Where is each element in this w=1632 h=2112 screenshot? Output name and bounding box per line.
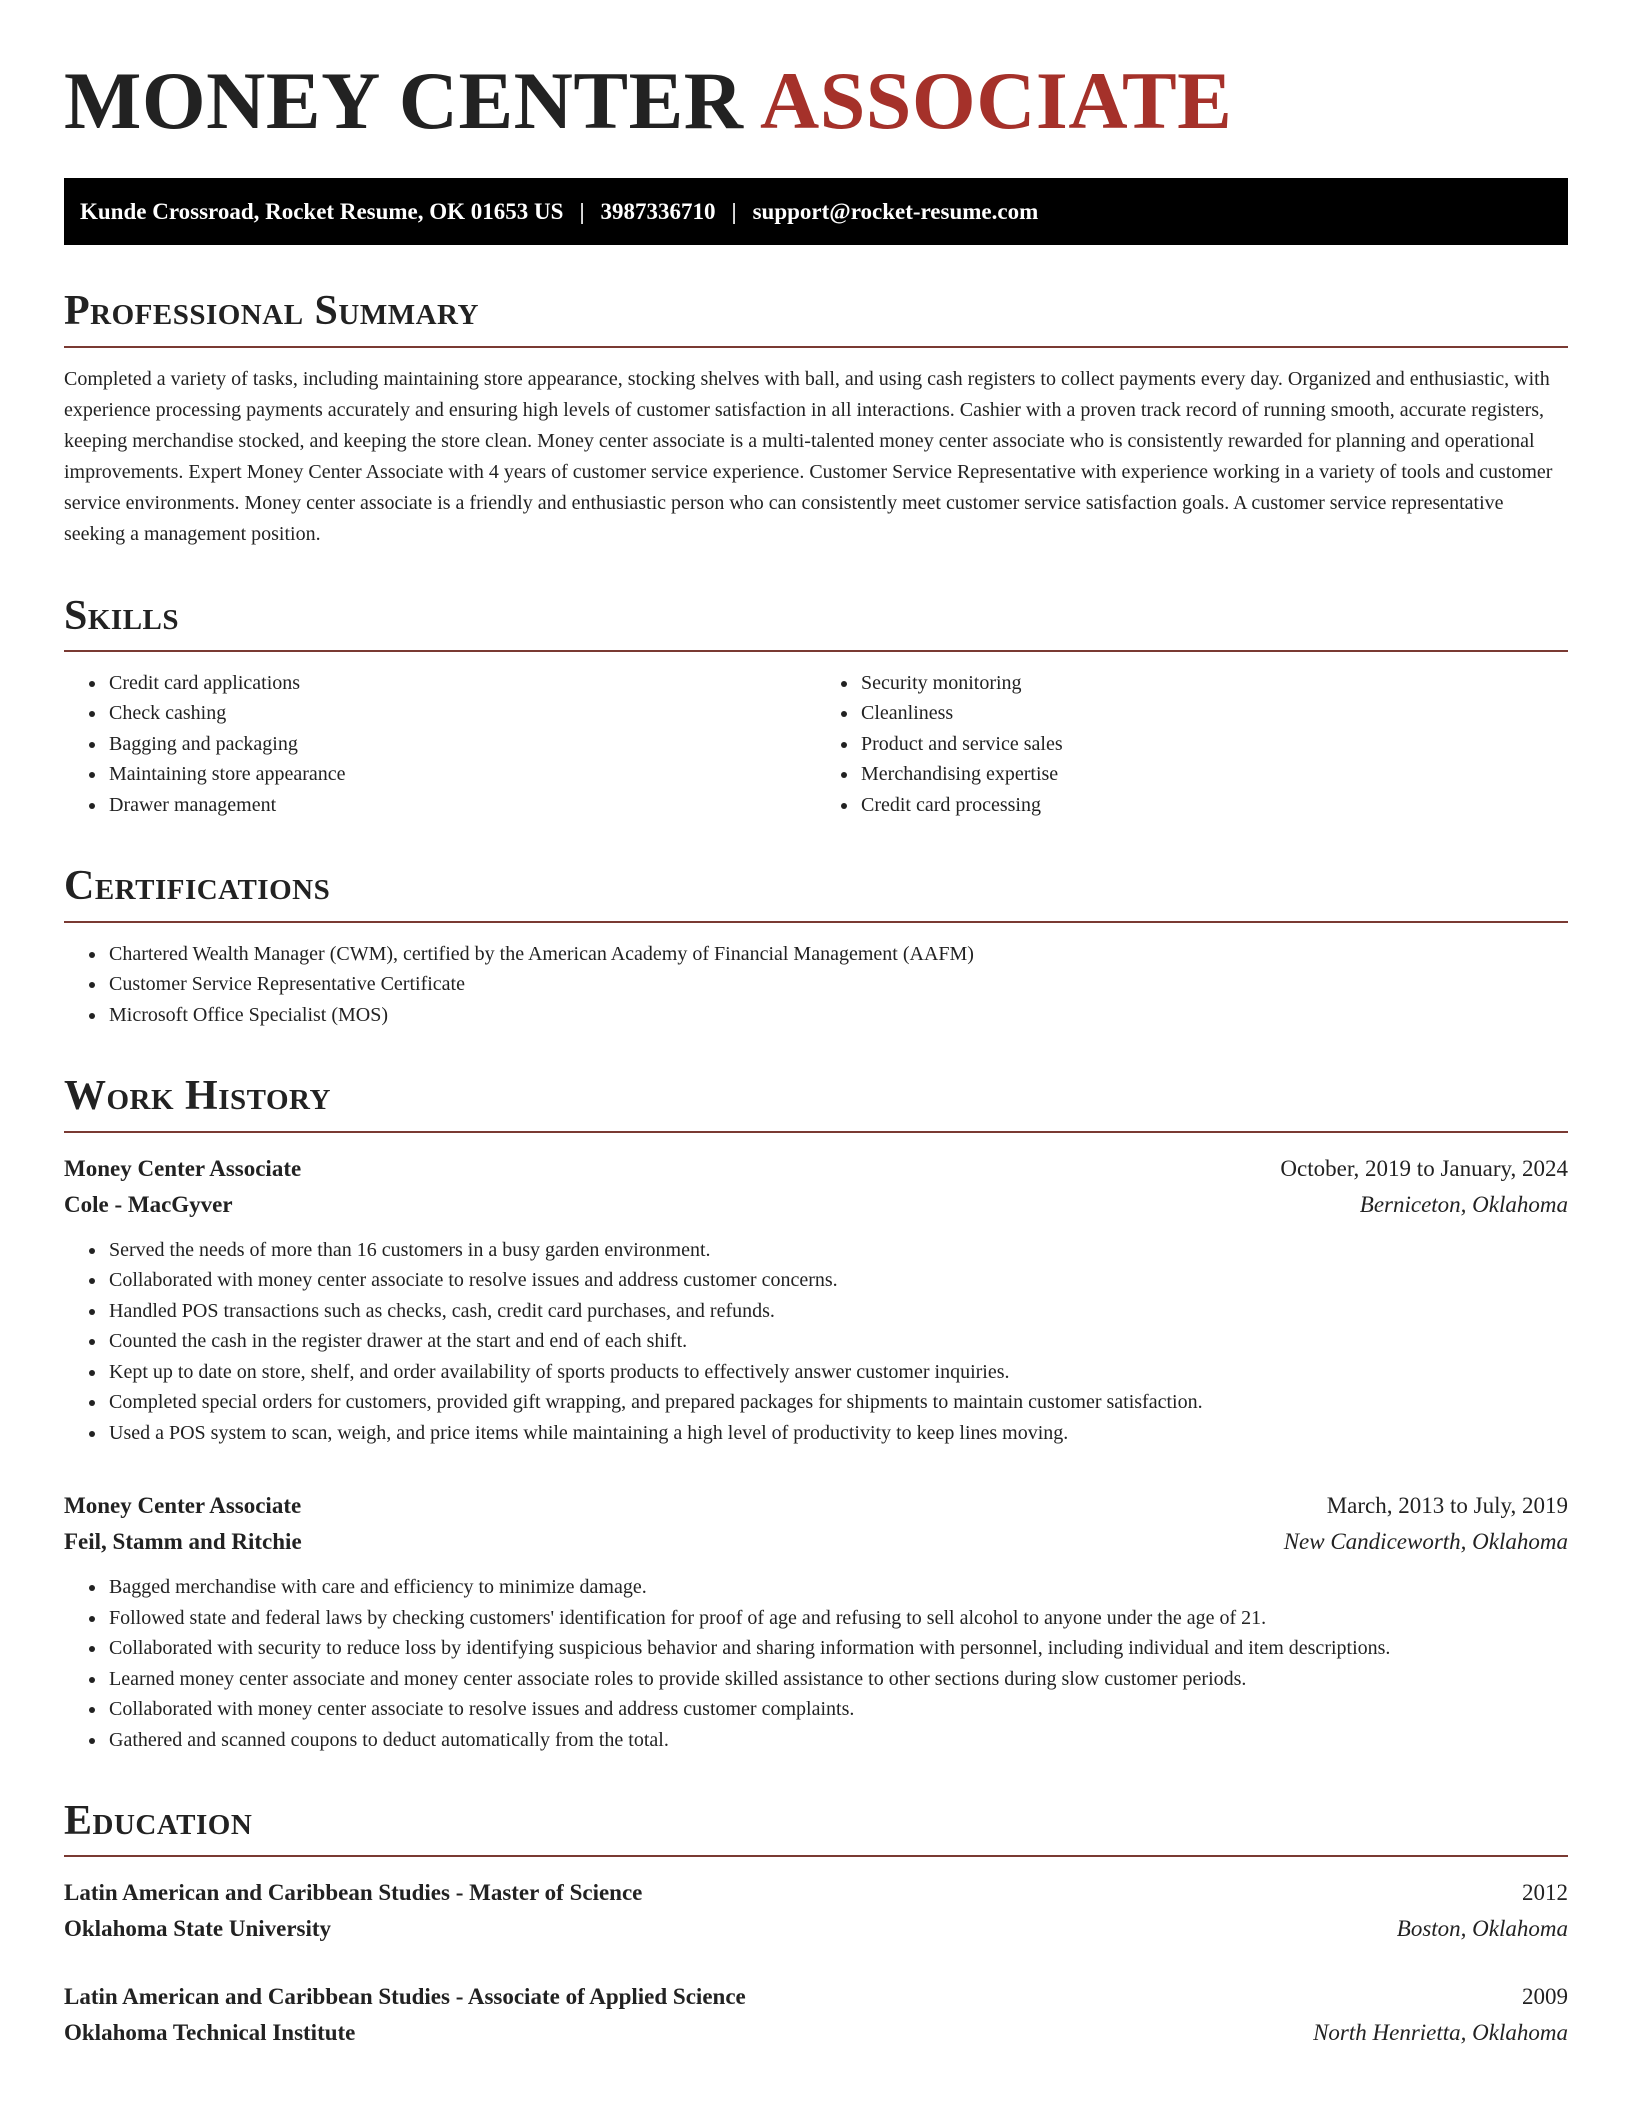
summary-section	[64, 287, 1568, 549]
duty-item: • Used a POS system to scan, weigh, and price items while maintaining a high level of productivity to keep lines moving.	[107, 1418, 1568, 1449]
education-entry	[64, 1875, 1568, 1947]
education-school: Oklahoma Technical Institute	[64, 2020, 356, 2046]
duty-item: • Collaborated with money center associate to resolve issues and address customer concerns.	[107, 1265, 1568, 1296]
education-school: Oklahoma State University	[64, 1916, 332, 1942]
skill-item: • Maintaining store appearance	[107, 759, 816, 790]
job-entry	[64, 1151, 1568, 1449]
skills-grid	[64, 652, 1568, 821]
certifications-section	[64, 862, 1568, 1030]
job-dates: October, 2019 to January, 2024	[1280, 1155, 1568, 1181]
skills-section	[64, 592, 1568, 821]
job-role: Money Center Associate	[64, 1493, 302, 1519]
section-heading: Professional Summary	[64, 287, 1568, 347]
skill-item: • Drawer management	[107, 790, 816, 821]
duty-item: • Bagged merchandise with care and efficiency to minimize damage.	[107, 1572, 1568, 1603]
resume-title	[64, 52, 1568, 150]
certification-item: • Customer Service Representative Certificate	[107, 969, 1568, 1000]
education-entry	[64, 1979, 1568, 2051]
skill-item: • Cleanliness	[859, 698, 1568, 729]
skills-list-right	[816, 668, 1568, 821]
job-dates: March, 2013 to July, 2019	[1326, 1493, 1568, 1519]
duty-item: • Served the needs of more than 16 customers in a busy garden environment.	[107, 1235, 1568, 1266]
certification-item: • Chartered Wealth Manager (CWM), certified by the American Academy of Financial Management (AAFM)	[107, 939, 1568, 970]
duty-item: • Followed state and federal laws by checking customers' identification for proof of age and refusing to sell alcohol to anyone under the age of 21.	[107, 1603, 1568, 1634]
duty-item: • Counted the cash in the register drawer at the start and end of each shift.	[107, 1326, 1568, 1357]
job-location: Berniceton, Oklahoma	[1359, 1191, 1568, 1217]
duty-item: • Collaborated with security to reduce loss by identifying suspicious behavior and sharing information with personnel, including individual and item descriptions.	[107, 1633, 1568, 1664]
certification-item: • Microsoft Office Specialist (MOS)	[107, 1000, 1568, 1031]
section-heading: Skills	[64, 592, 1568, 652]
skill-item: • Merchandising expertise	[859, 759, 1568, 790]
skill-item: • Credit card processing	[859, 790, 1568, 821]
duty-item: • Gathered and scanned coupons to deduct automatically from the total.	[107, 1725, 1568, 1756]
skill-item: • Security monitoring	[859, 668, 1568, 699]
section-heading: Work History	[64, 1072, 1568, 1132]
education-section	[64, 1797, 1568, 2051]
certifications-list	[64, 939, 1568, 1031]
title-accent-part: ASSOCIATE	[759, 55, 1233, 146]
job-company: Feil, Stamm and Ritchie	[64, 1529, 302, 1555]
section-heading: Certifications	[64, 862, 1568, 922]
duty-item: • Kept up to date on store, shelf, and order availability of sports products to effectively answer customer inquiries.	[107, 1357, 1568, 1388]
education-degree: Latin American and Caribbean Studies - Master of Science	[64, 1880, 643, 1906]
work-history-section	[64, 1072, 1568, 1755]
education-degree: Latin American and Caribbean Studies - Associate of Applied Science	[64, 1984, 746, 2010]
section-heading: Education	[64, 1797, 1568, 1857]
skill-item: • Check cashing	[107, 698, 816, 729]
duty-item: • Completed special orders for customers, provided gift wrapping, and prepared packages for shipments to maintain customer satisfaction.	[107, 1387, 1568, 1418]
contact-separator: |	[731, 198, 737, 224]
education-year: 2012	[1522, 1880, 1568, 1906]
duty-item: • Handled POS transactions such as checks, cash, credit card purchases, and refunds.	[107, 1296, 1568, 1327]
contact-bar	[64, 178, 1568, 245]
contact-phone: 3987336710	[600, 198, 716, 224]
contact-separator: |	[579, 198, 585, 224]
skill-item: • Product and service sales	[859, 729, 1568, 760]
education-location: Boston, Oklahoma	[1396, 1916, 1568, 1942]
skill-item: • Bagging and packaging	[107, 729, 816, 760]
skills-list-left	[64, 668, 816, 821]
duty-item: • Learned money center associate and money center associate roles to provide skilled assistance to other sections during slow customer periods.	[107, 1664, 1568, 1695]
job-company: Cole - MacGyver	[64, 1191, 233, 1217]
education-location: North Henrietta, Oklahoma	[1313, 2020, 1568, 2046]
education-year: 2009	[1522, 1984, 1568, 2010]
duty-item: • Collaborated with money center associate to resolve issues and address customer complaints.	[107, 1694, 1568, 1725]
contact-email: support@rocket-resume.com	[752, 198, 1039, 224]
job-location: New Candiceworth, Oklahoma	[1283, 1529, 1568, 1555]
job-duties	[64, 1235, 1568, 1449]
title-name-part: MONEY CENTER	[64, 55, 744, 146]
job-role: Money Center Associate	[64, 1155, 302, 1181]
job-duties	[64, 1572, 1568, 1755]
contact-address: Kunde Crossroad, Rocket Resume, OK 01653 US	[80, 198, 564, 224]
job-entry	[64, 1488, 1568, 1755]
summary-text: Completed a variety of tasks, including maintaining store appearance, stocking shelves with ball, and using cash registers to collect payments every day. Organized and enthusiastic, with experience processing payments accurately and ensuring high levels of customer satisfaction in all interactions. Cashier with a proven track record of running smooth, accurate registers, keeping merchandise stocked, and keeping the store clean. Money center associate is a multi-talented money center associate who is consistently rewarded for planning and operational improvements. Expert Money Center Associate with 4 years of customer service experience. Customer Service Representative with experience working in a variety of tools and customer service environments. Money center associate is a friendly and enthusiastic person who can consistently meet customer service satisfaction goals. A customer service representative seeking a management position.	[64, 367, 1553, 545]
skill-item: • Credit card applications	[107, 668, 816, 699]
